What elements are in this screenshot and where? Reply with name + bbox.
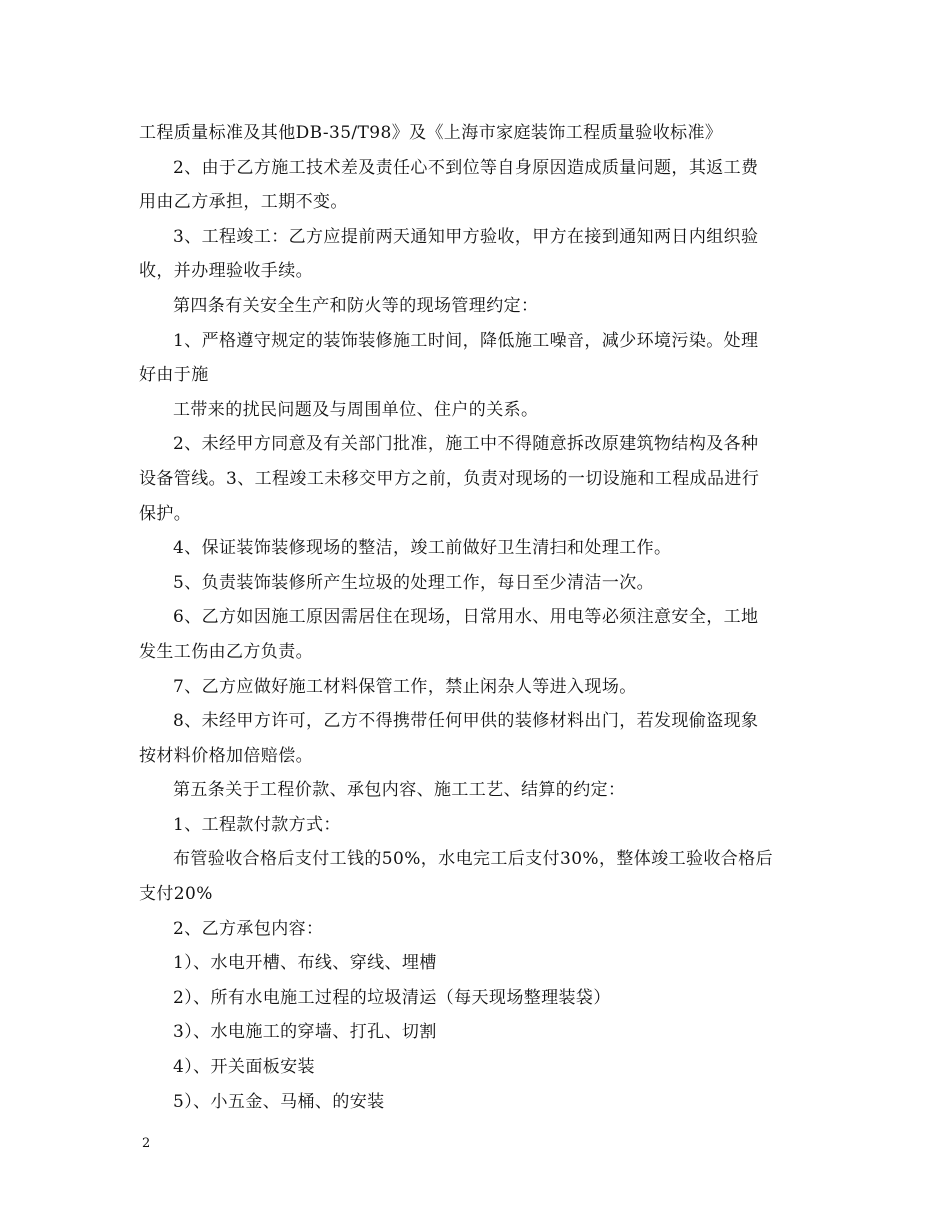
page-number: 2 [142, 1136, 151, 1151]
text-line: 按材料价格加倍赔偿。 [139, 745, 313, 766]
text-line: 收，并办理验收手续。 [139, 261, 313, 282]
list-item: 2）、所有水电施工过程的垃圾清运（每天现场整理装袋） [173, 987, 611, 1008]
document-body [139, 116, 811, 1119]
text-line: 8、未经甲方许可，乙方不得携带任何甲供的装修材料出门，若发现偷盗现象 [173, 711, 759, 732]
text-line: 设备管线。3、工程竣工未移交甲方之前，负责对现场的一切设施和工程成品进行 [139, 468, 760, 489]
list-item: 1）、水电开槽、布线、穿线、埋槽 [173, 953, 437, 974]
list-item: 4）、开关面板安装 [173, 1057, 315, 1078]
text-line: 布管验收合格后支付工钱的50%，水电完工后支付30%，整体竣工验收合格后 [173, 849, 773, 870]
text-line: 2、由于乙方施工技术差及责任心不到位等自身原因造成质量问题，其返工费 [173, 157, 759, 178]
text-line: 5、负责装饰装修所产生垃圾的处理工作，每日至少清洁一次。 [173, 572, 655, 593]
text-line: 6、乙方如因施工原因需居住在现场，日常用水、用电等必须注意安全，工地 [173, 607, 759, 628]
text-line: 好由于施 [139, 365, 209, 386]
text-line: 支付20% [139, 884, 213, 905]
text-line: 保护。 [139, 503, 192, 524]
text-line: 7、乙方应做好施工材料保管工作，禁止闲杂人等进入现场。 [173, 676, 637, 697]
text-line: 工程质量标准及其他DB-35/T98》及《上海市家庭装饰工程质量验收标准》 [139, 123, 723, 143]
text-line: 1、工程款付款方式： [173, 814, 341, 835]
text-line: 用由乙方承担，工期不变。 [139, 192, 348, 213]
text-line: 发生工伤由乙方负责。 [139, 641, 313, 662]
section-heading: 第五条关于工程价款、承包内容、施工工艺、结算的约定： [173, 780, 626, 801]
list-item: 3）、水电施工的穿墙、打孔、切割 [173, 1022, 437, 1043]
section-heading: 第四条有关安全生产和防火等的现场管理约定： [173, 295, 539, 316]
text-line: 工带来的扰民问题及与周围单位、住户的关系。 [173, 399, 539, 420]
text-line: 1、严格遵守规定的装饰装修施工时间，降低施工噪音，减少环境污染。处理 [173, 330, 759, 351]
text-line: 2、未经甲方同意及有关部门批准，施工中不得随意拆改原建筑物结构及各种 [173, 434, 759, 455]
text-line: 2、乙方承包内容： [173, 918, 324, 939]
text-line: 4、保证装饰装修现场的整洁，竣工前做好卫生清扫和处理工作。 [173, 538, 672, 559]
text-line: 3、工程竣工：乙方应提前两天通知甲方验收，甲方在接到通知两日内组织验 [173, 226, 759, 247]
list-item: 5）、小五金、马桶、的安装 [173, 1091, 385, 1112]
